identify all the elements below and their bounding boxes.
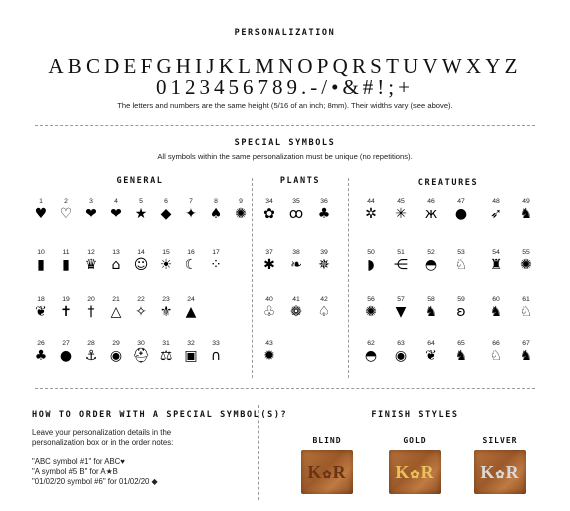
bus-icon: ▣ [184, 348, 198, 364]
symbol-6 [155, 198, 177, 223]
creatures-heading: CREATURES [417, 178, 479, 188]
scales-icon: ⚖ [159, 348, 173, 364]
cherries-icon: ꝏ [288, 206, 304, 222]
symbol-13 [105, 249, 127, 274]
symbol-number: 41 [292, 296, 300, 303]
symbol-number: 9 [239, 198, 243, 205]
symbol-number: 31 [162, 340, 170, 347]
candy-icon: ✦ [185, 206, 197, 222]
symbol-48 [485, 198, 507, 223]
symbol-64 [420, 340, 442, 365]
symbol-61 [515, 296, 537, 321]
globe-icon: ● [59, 348, 73, 364]
ginkgo-leaf-icon: ♤ [317, 304, 331, 320]
howto-example-1: "ABC symbol #1" for ABC♥ [32, 457, 125, 466]
symbol-63 [390, 340, 412, 365]
monogram-blind: K✿R [307, 462, 347, 482]
symbol-number: 26 [37, 340, 45, 347]
symbol-number: 65 [457, 340, 465, 347]
symbol-number: 55 [522, 249, 530, 256]
compass-icon: ✧ [135, 304, 147, 320]
rabbit-icon: ♘ [454, 257, 468, 273]
lotus-icon: ✿ [263, 206, 275, 222]
symbol-number: 11 [62, 249, 70, 256]
howto-example-3: "01/02/20 symbol #6" for 01/02/20 ◆ [32, 477, 158, 486]
spiderweb-icon: ✺ [235, 206, 247, 222]
symbol-number: 48 [492, 198, 500, 205]
symbol-66 [485, 340, 507, 365]
bee-icon: ✲ [365, 206, 377, 222]
symbol-16 [180, 249, 202, 274]
symbol-65 [450, 340, 472, 365]
divider-plants-creatures [348, 178, 349, 378]
symbol-34 [258, 198, 280, 223]
symbol-number: 52 [427, 249, 435, 256]
symbol-2 [55, 198, 77, 223]
symbol-41 [285, 296, 307, 321]
symbol-number: 61 [522, 296, 530, 303]
symbol-58 [420, 296, 442, 321]
page-title: PERSONALIZATION [234, 28, 336, 38]
symbol-4 [105, 198, 127, 223]
symbol-number: 51 [397, 249, 405, 256]
wings-icon: ❦ [35, 304, 47, 320]
symbol-number: 50 [367, 249, 375, 256]
symbol-number: 32 [187, 340, 195, 347]
symbol-40 [258, 296, 280, 321]
heart-outline-icon: ♡ [59, 206, 73, 222]
tree-icon: ♣ [34, 348, 48, 364]
heart-9th-icon: ❤ [110, 206, 122, 222]
elephant-icon: ♜ [489, 257, 503, 273]
symbol-33 [205, 340, 227, 365]
symbol-number: 34 [265, 198, 273, 205]
symbol-19 [55, 296, 77, 321]
bird-icon: ❦ [425, 348, 437, 364]
moon-stars-icon: ☾ [184, 257, 198, 273]
symbol-1 [30, 198, 52, 223]
symbol-number: 15 [162, 249, 170, 256]
special-symbols-heading: SPECIAL SYMBOLS [234, 138, 336, 148]
symbol-number: 12 [87, 249, 95, 256]
cross-icon: ✝ [60, 304, 72, 320]
symbol-9 [230, 198, 252, 223]
symbol-number: 49 [522, 198, 530, 205]
heart-3rd-icon: ❤ [85, 206, 97, 222]
sun-icon: ☀ [159, 257, 173, 273]
uniqueness-note: All symbols within the same personalization must be unique (no repetitions). [157, 152, 413, 161]
cat-icon: ♞ [489, 304, 503, 320]
anchor-icon: ⚓ [84, 348, 98, 364]
symbol-32 [180, 340, 202, 365]
symbol-45 [390, 198, 412, 223]
wolf-icon: ▼ [395, 304, 407, 320]
playing-card-icon: ▮ [37, 257, 45, 273]
symbol-56 [360, 296, 382, 321]
finish-label-blind: BLIND [312, 436, 342, 445]
plants-heading: PLANTS [279, 176, 321, 186]
symbol-number: 36 [320, 198, 328, 205]
fox-icon: ♞ [424, 304, 438, 320]
general-heading: GENERAL [116, 176, 164, 186]
symbol-number: 37 [265, 249, 273, 256]
symbol-number: 13 [112, 249, 120, 256]
symbol-38 [285, 249, 307, 274]
divider-bottom [35, 388, 535, 389]
symbol-number: 59 [457, 296, 465, 303]
symbol-number: 14 [137, 249, 145, 256]
finish-sample-blind [301, 450, 353, 494]
ladybug-icon: ● [454, 206, 468, 222]
firefighter-icon: ⛑ [132, 348, 150, 364]
symbol-57 [390, 296, 412, 321]
symbol-23 [155, 296, 177, 321]
cupcake-icon: ♠ [209, 206, 223, 222]
lion-icon: ✺ [365, 304, 377, 320]
smiley-icon: ☺ [133, 257, 149, 273]
monogram-silver: K✿R [480, 462, 520, 482]
symbol-55 [515, 249, 537, 274]
symbol-54 [485, 249, 507, 274]
symbol-number: 4 [114, 198, 118, 205]
divider-top [35, 125, 535, 126]
symbol-number: 45 [397, 198, 405, 205]
symbol-53 [450, 249, 472, 274]
symbol-49 [515, 198, 537, 223]
rooster-icon: ♞ [519, 206, 533, 222]
symbol-62 [360, 340, 382, 365]
symbol-number: 3 [89, 198, 93, 205]
symbol-number: 56 [367, 296, 375, 303]
symbol-22 [130, 296, 152, 321]
size-note: The letters and numbers are the same height (5/16 of an inch; 8mm). Their widths vary (see above). [117, 101, 453, 110]
symbol-number: 38 [292, 249, 300, 256]
symbol-number: 53 [457, 249, 465, 256]
howto-heading: HOW TO ORDER WITH A SPECIAL SYMBOL(S)? [32, 410, 288, 420]
unicorn-icon: ♘ [489, 348, 503, 364]
squirrel-icon: ʚ [456, 304, 466, 320]
symbol-number: 24 [187, 296, 195, 303]
tree-small-icon: ♧ [262, 304, 276, 320]
symbol-21 [105, 296, 127, 321]
playing-card-2-icon: ▮ [62, 257, 70, 273]
crown-icon: ♛ [84, 257, 98, 273]
symbol-number: 30 [137, 340, 145, 347]
maple-leaf-icon: ✿ [322, 469, 333, 481]
symbol-47 [450, 198, 472, 223]
symbol-7 [180, 198, 202, 223]
star-icon: ★ [134, 206, 148, 222]
heart-filled-icon: ♥ [34, 206, 48, 222]
pineapple-icon: ✵ [318, 257, 330, 273]
symbol-number: 19 [62, 296, 70, 303]
rose-icon: ❁ [290, 304, 302, 320]
maple-leaf-icon: ✿ [495, 469, 506, 481]
symbol-number: 63 [397, 340, 405, 347]
symbol-number: 64 [427, 340, 435, 347]
hummingbird-icon: ➶ [490, 206, 502, 222]
symbol-51 [390, 249, 412, 274]
symbol-29 [105, 340, 127, 365]
turtle-icon: ◓ [424, 257, 438, 273]
symbol-60 [485, 296, 507, 321]
symbol-number: 21 [112, 296, 120, 303]
dragon-icon: ♞ [454, 348, 468, 364]
symbol-17 [205, 249, 227, 274]
alphabet-numbers-punctuation: 0123456789.-/•&#!;+ [156, 75, 414, 99]
footprints-icon: ⁘ [210, 257, 222, 273]
symbol-number: 60 [492, 296, 500, 303]
finish-label-silver: SILVER [482, 436, 518, 445]
hedgehog-icon: ✺ [520, 257, 532, 273]
mountains-icon: ▲ [185, 304, 197, 320]
diamond-icon: ◆ [160, 206, 172, 222]
symbol-number: 58 [427, 296, 435, 303]
sunflower-icon: ✹ [263, 348, 275, 364]
symbol-number: 7 [189, 198, 193, 205]
symbol-number: 28 [87, 340, 95, 347]
graduation-cap-icon: ⌂ [111, 257, 121, 273]
symbol-number: 43 [265, 340, 273, 347]
symbol-number: 29 [112, 340, 120, 347]
symbol-number: 33 [212, 340, 220, 347]
symbol-number: 8 [214, 198, 218, 205]
whale-icon: ◗ [367, 257, 375, 273]
symbol-24 [180, 296, 202, 321]
symbol-37 [258, 249, 280, 274]
finish-sample-silver [474, 450, 526, 494]
symbol-50 [360, 249, 382, 274]
symbol-number: 57 [397, 296, 405, 303]
symbol-12 [80, 249, 102, 274]
butterfly-icon: ж [424, 206, 438, 222]
symbol-43 [258, 340, 280, 365]
fleur-de-lis-icon: ⚜ [159, 304, 173, 320]
symbol-36 [313, 198, 335, 223]
symbol-59 [450, 296, 472, 321]
symbol-26 [30, 340, 52, 365]
spider-icon: ✳ [395, 206, 407, 222]
symbol-number: 66 [492, 340, 500, 347]
monogram-gold: K✿R [395, 462, 435, 482]
symbol-number: 22 [137, 296, 145, 303]
symbol-20 [80, 296, 102, 321]
symbol-number: 44 [367, 198, 375, 205]
symbol-27 [55, 340, 77, 365]
symbol-39 [313, 249, 335, 274]
symbol-15 [155, 249, 177, 274]
symbol-number: 23 [162, 296, 170, 303]
cannabis-leaf-icon: ✱ [263, 257, 275, 273]
symbol-46 [420, 198, 442, 223]
symbol-number: 47 [457, 198, 465, 205]
howto-instruction-line2: personalization box or in the order notes: [32, 438, 174, 447]
symbol-52 [420, 249, 442, 274]
symbol-42 [313, 296, 335, 321]
symbol-35 [285, 198, 307, 223]
tortoise-icon: ◓ [364, 348, 378, 364]
symbol-number: 10 [37, 249, 45, 256]
howto-instruction-line1: Leave your personalization details in the [32, 428, 172, 437]
symbol-44 [360, 198, 382, 223]
divider-howto-finish [258, 405, 259, 500]
symbol-18 [30, 296, 52, 321]
alphabet-letters: ABCDEFGHIJKLMNOPQRSTUVWXYZ [48, 54, 522, 78]
police-icon: ◉ [109, 348, 123, 364]
symbol-number: 18 [37, 296, 45, 303]
symbol-number: 27 [62, 340, 70, 347]
cross-simple-icon: † [87, 304, 95, 320]
finish-styles-heading: FINISH STYLES [371, 410, 459, 420]
symbol-28 [80, 340, 102, 365]
symbol-number: 20 [87, 296, 95, 303]
symbol-number: 62 [367, 340, 375, 347]
dog-icon: ♘ [519, 304, 533, 320]
symbol-31 [155, 340, 177, 365]
symbol-number: 2 [64, 198, 68, 205]
symbol-5 [130, 198, 152, 223]
monstera-leaf-icon: ❧ [290, 257, 302, 273]
symbol-number: 54 [492, 249, 500, 256]
symbol-8 [205, 198, 227, 223]
symbol-number: 40 [265, 296, 273, 303]
deathly-hallows-icon: △ [110, 304, 122, 320]
fish-bone-icon: ⋲ [394, 257, 408, 273]
finish-sample-gold [389, 450, 441, 494]
stethoscope-icon: ∩ [210, 348, 222, 364]
symbol-number: 17 [212, 249, 220, 256]
symbol-3 [80, 198, 102, 223]
symbol-67 [515, 340, 537, 365]
symbol-number: 6 [164, 198, 168, 205]
symbol-number: 67 [522, 340, 530, 347]
symbol-number: 5 [139, 198, 143, 205]
howto-example-2: "A symbol #5 B" for A★B [32, 467, 118, 476]
symbol-number: 16 [187, 249, 195, 256]
symbol-10 [30, 249, 52, 274]
koala-icon: ◉ [394, 348, 408, 364]
clover-icon: ♣ [317, 206, 331, 222]
symbol-number: 1 [39, 198, 43, 205]
maple-leaf-icon: ✿ [410, 469, 421, 481]
symbol-number: 46 [427, 198, 435, 205]
divider-general-plants [252, 178, 253, 378]
dinosaur-icon: ♞ [519, 348, 533, 364]
symbol-number: 39 [320, 249, 328, 256]
symbol-14 [130, 249, 152, 274]
symbol-number: 42 [320, 296, 328, 303]
symbol-30 [130, 340, 152, 365]
symbol-11 [55, 249, 77, 274]
symbol-number: 35 [292, 198, 300, 205]
finish-label-gold: GOLD [403, 436, 427, 445]
